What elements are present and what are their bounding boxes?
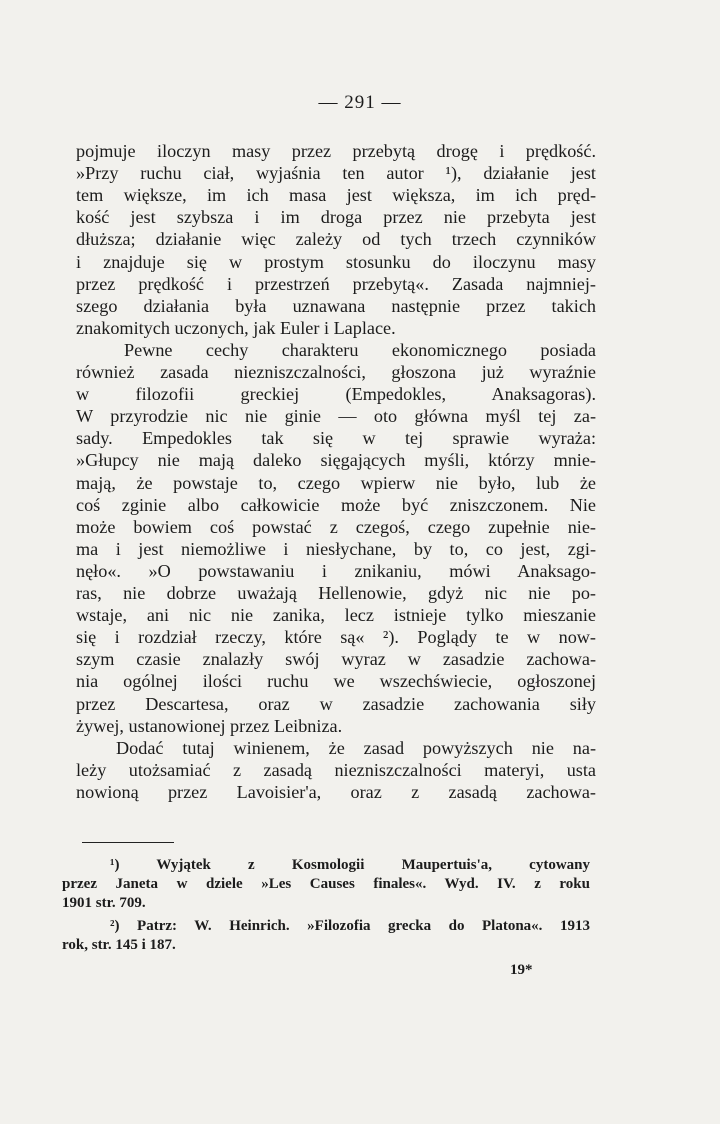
text-line: leży utożsamiać z zasadą niezniszczalności materyi, usta: [76, 759, 596, 780]
text-line: nowioną przez Lavoisier'a, oraz z zasadą zachowa-: [76, 781, 596, 802]
text-line: i znajduje się w prostym stosunku do iloczynu masy: [76, 251, 596, 272]
text-line: W przyrodzie nic nie ginie — oto główna myśl tej za-: [76, 406, 596, 427]
text-line: wstaje, ani nic nie zanika, lecz istnieje tylko mieszanie: [76, 605, 596, 626]
text-line: w filozofii greckiej (Empedokles, Anaksagoras).: [76, 384, 596, 405]
footnote-line: ²) Patrz: W. Heinrich. »Filozofia grecka do Platona«. 1913: [110, 918, 590, 934]
text-line: tem większe, im ich masa jest większa, im ich pręd-: [76, 185, 596, 206]
text-line: sady. Empedokles tak się w tej sprawie wyraża:: [76, 428, 596, 449]
text-line: pojmuje iloczyn masy przez przebytą drogę i prędkość.: [76, 141, 596, 161]
text-line: może bowiem coś powstać z czegoś, czego zupełnie nie-: [76, 516, 596, 537]
text-line: ma i jest niemożliwe i niesłychane, by to, co jest, zgi-: [76, 538, 596, 559]
footnote-line: rok, str. 145 i 187.: [62, 937, 176, 953]
text-line: »Przy ruchu ciał, wyjaśnia ten autor ¹), działanie jest: [76, 163, 596, 184]
signature-mark: 19*: [510, 962, 533, 978]
text-line: znakomitych uczonych, jak Euler i Laplace.: [76, 317, 396, 338]
text-line: nęło«. »O powstawaniu i znikaniu, mówi Anaksago-: [76, 560, 596, 581]
footnote-line: 1901 str. 709.: [62, 895, 146, 911]
text-line: szego działania była uznawana następnie przez takich: [76, 295, 596, 316]
footnote-divider: [82, 842, 174, 843]
paragraph-indent-line: Pewne cechy charakteru ekonomicznego posiada: [124, 339, 596, 360]
footnote-line: przez Janeta w dziele »Les Causes finales«. Wyd. IV. z roku: [62, 876, 590, 892]
text-line: nia ogólnej ilości ruchu we wszechświecie, ogłoszonej: [76, 671, 596, 692]
paragraph-indent-line: Dodać tutaj winienem, że zasad powyższych nie na-: [116, 737, 596, 758]
text-line: kość jest szybsza i im droga przez nie przebyta jest: [76, 207, 596, 228]
text-line: coś zginie albo całkowicie może być zniszczonem. Nie: [76, 494, 596, 515]
text-line: »Głupcy nie mają daleko sięgających myśli, którzy mnie-: [76, 450, 596, 471]
text-line: mają, że powstaje to, czego wpierw nie było, lub że: [76, 472, 596, 493]
text-line: przez prędkość i przestrzeń przebytą«. Zasada najmniej-: [76, 273, 596, 294]
text-line: również zasada niezniszczalności, głoszona już wyraźnie: [76, 362, 596, 382]
text-line: szym czasie znalazły swój wyraz w zasadzie zachowa-: [76, 649, 596, 670]
footnote-line: ¹) Wyjątek z Kosmologii Maupertuis'a, cytowany: [110, 857, 590, 873]
page-number: — 291 —: [318, 92, 402, 113]
text-line: przez Descartesa, oraz w zasadzie zachowania siły: [76, 693, 596, 714]
text-line: się i rozdział rzeczy, które są« ²). Poglądy te w now-: [76, 627, 596, 648]
text-line: żywej, ustanowionej przez Leibniza.: [76, 715, 343, 736]
text-line: ras, nie dobrze uważają Hellenowie, gdyż nic nie po-: [76, 583, 596, 603]
text-line: dłuższa; działanie więc zależy od tych trzech czynników: [76, 229, 596, 250]
